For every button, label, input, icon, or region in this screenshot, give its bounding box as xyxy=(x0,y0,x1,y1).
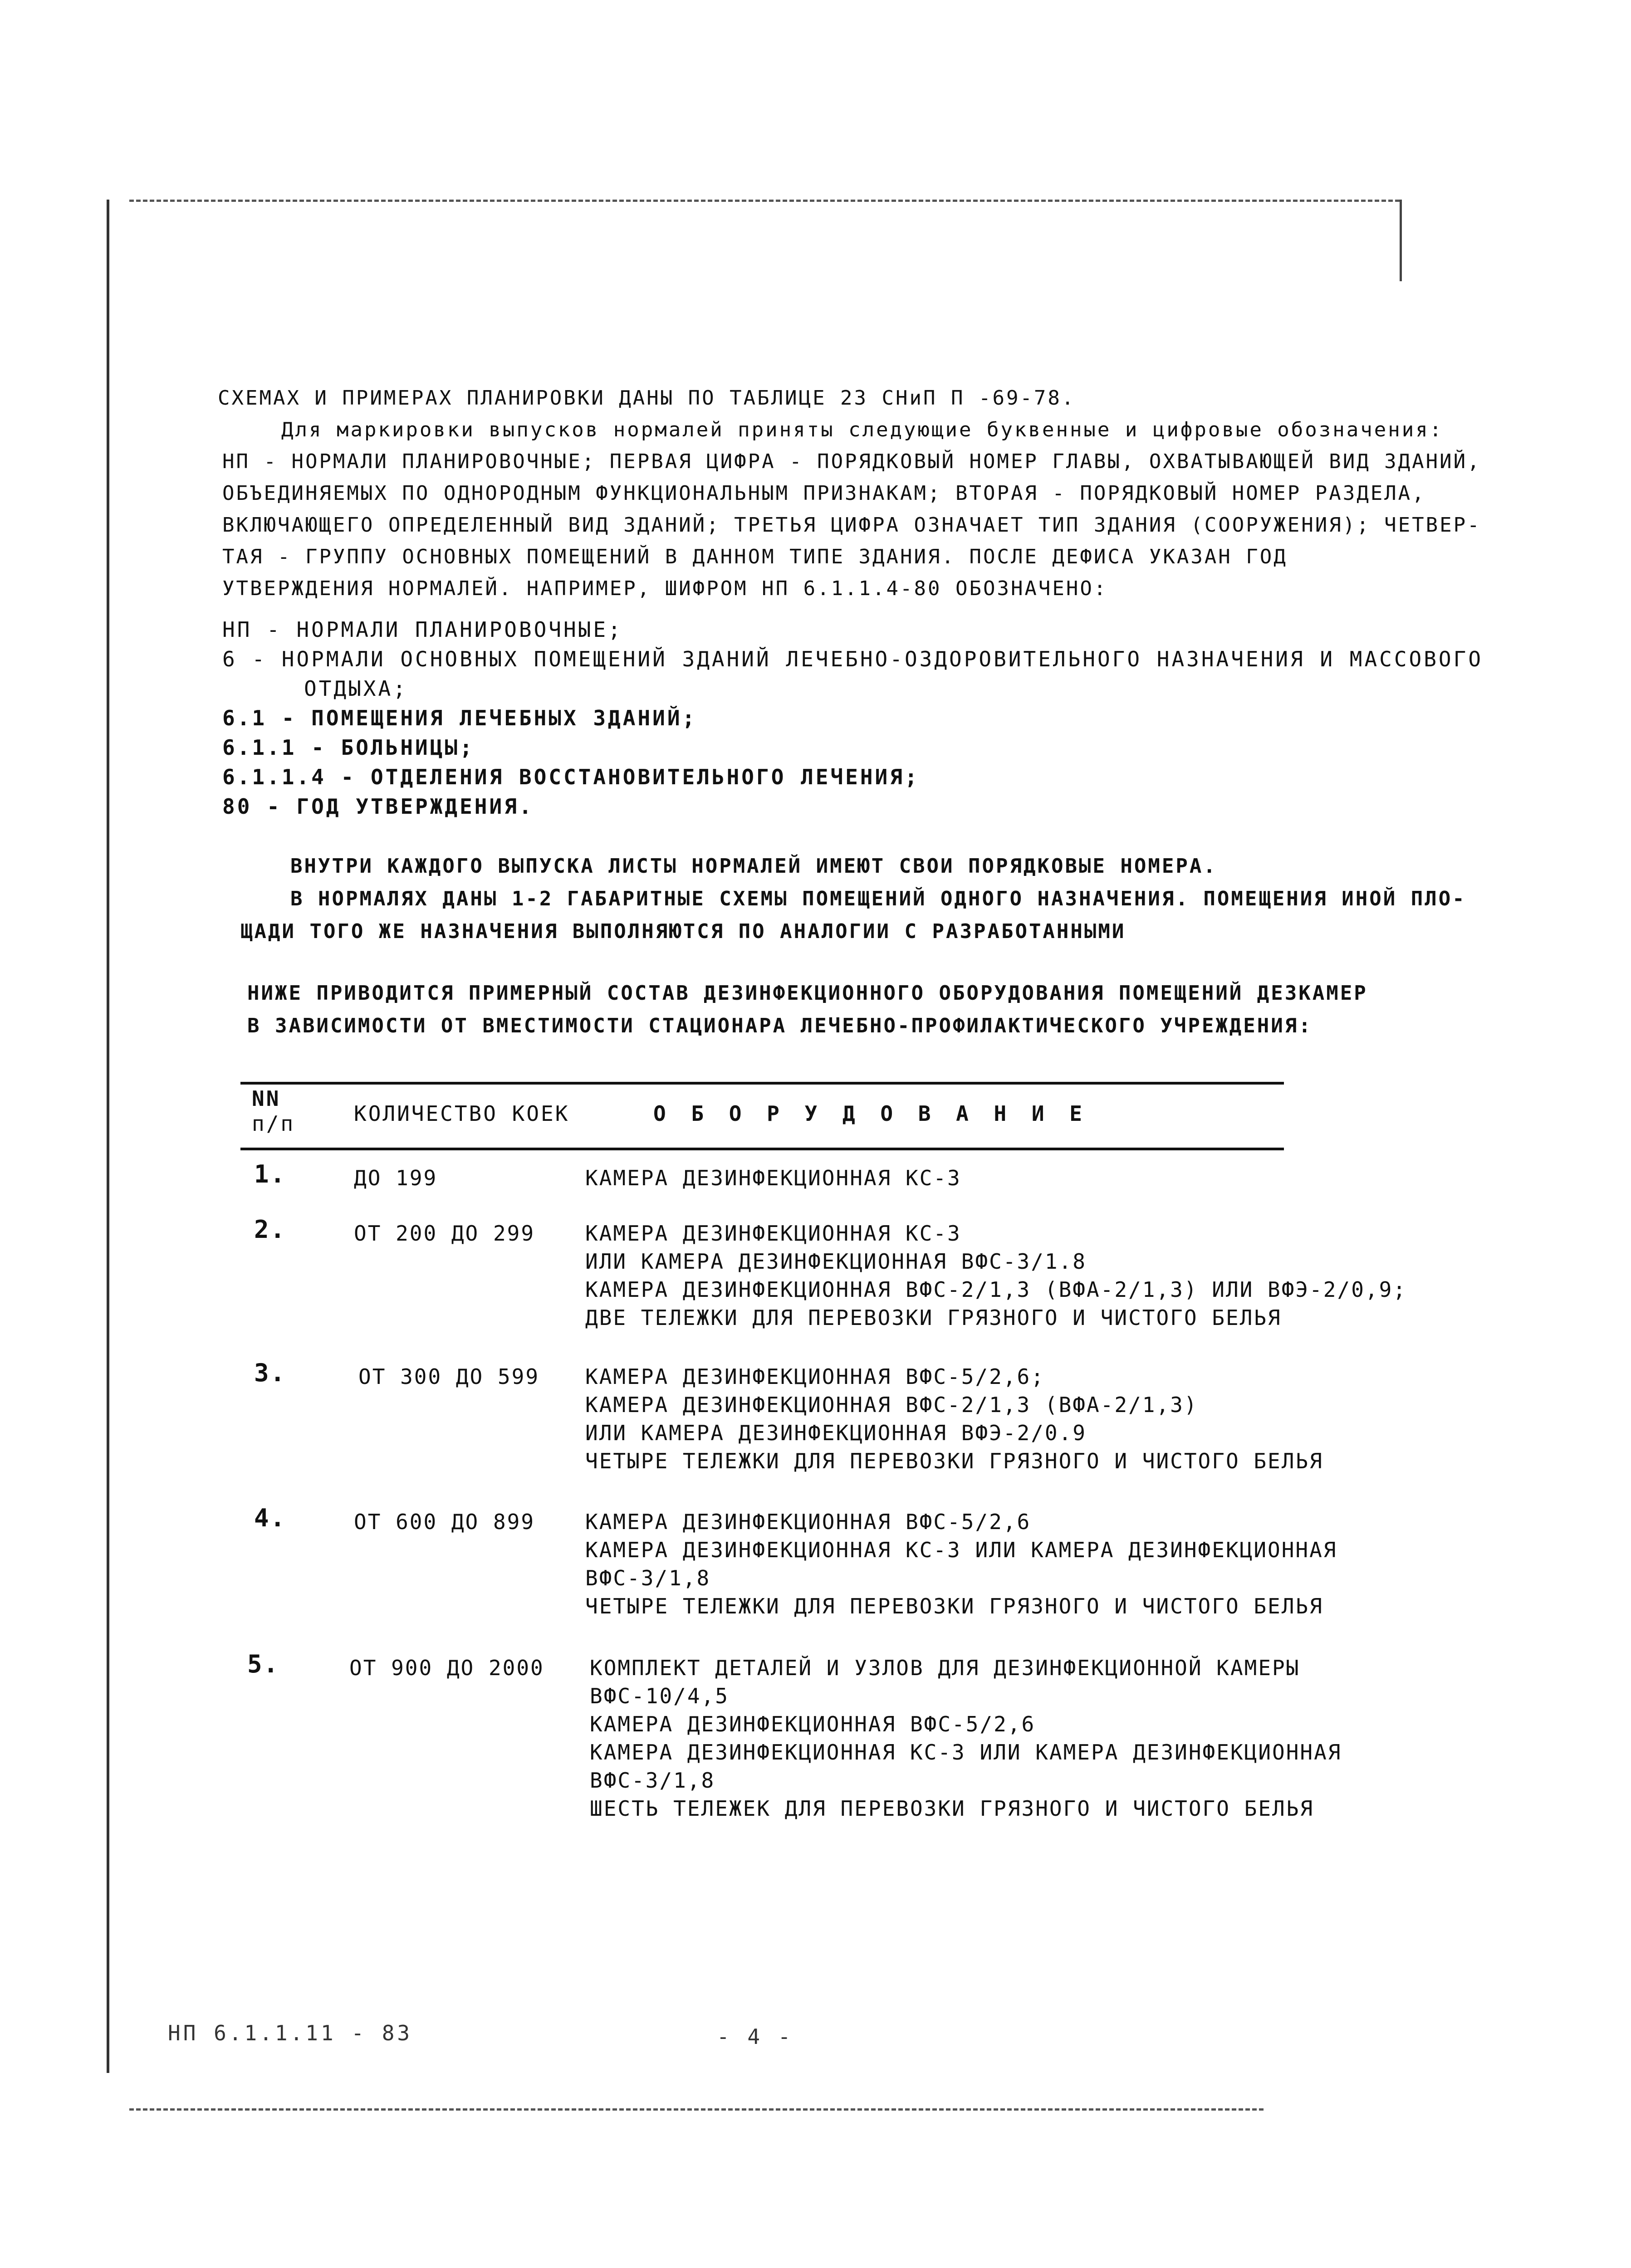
header-beds: КОЛИЧЕСТВО КОЕК xyxy=(354,1101,570,1126)
row-equipment: ВФС-10/4,5 xyxy=(590,1684,729,1708)
row-equipment: ДВЕ ТЕЛЕЖКИ ДЛЯ ПЕРЕВОЗКИ ГРЯЗНОГО И ЧИСТОГО БЕЛЬЯ xyxy=(585,1305,1282,1330)
header-num-top: NN xyxy=(252,1086,281,1111)
document-code: НП 6.1.1.11 - 83 xyxy=(168,2021,413,2045)
row-equipment: ИЛИ КАМЕРА ДЕЗИНФЕКЦИОННАЯ ВФЭ-2/0.9 xyxy=(585,1421,1087,1445)
row-equipment: КОМПЛЕКТ ДЕТАЛЕЙ И УЗЛОВ ДЛЯ ДЕЗИНФЕКЦИОННОЙ КАМЕРЫ xyxy=(590,1656,1300,1680)
code-item: 6 - НОРМАЛИ ОСНОВНЫХ ПОМЕЩЕНИЙ ЗДАНИЙ ЛЕЧЕБНО-ОЗДОРОВИТЕЛЬНОГО НАЗНАЧЕНИЯ И МАССОВОГО xyxy=(222,647,1484,671)
row-equipment: КАМЕРА ДЕЗИНФЕКЦИОННАЯ ВФС-5/2,6 xyxy=(590,1712,1036,1736)
row-beds: ОТ 300 ДО 599 xyxy=(358,1364,540,1389)
row-equipment: КАМЕРА ДЕЗИНФЕКЦИОННАЯ ВФС-5/2,6 xyxy=(585,1510,1031,1534)
table-intro: В ЗАВИСИМОСТИ ОТ ВМЕСТИМОСТИ СТАЦИОНАРА ЛЕЧЕБНО-ПРОФИЛАКТИЧЕСКОГО УЧРЕЖДЕНИЯ: xyxy=(247,1014,1313,1037)
header-num-bottom: п/п xyxy=(252,1111,295,1136)
row-equipment: КАМЕРА ДЕЗИНФЕКЦИОННАЯ КС-3 ИЛИ КАМЕРА ДЕЗИНФЕКЦИОННАЯ xyxy=(585,1538,1337,1562)
table-intro: НИЖЕ ПРИВОДИТСЯ ПРИМЕРНЫЙ СОСТАВ ДЕЗИНФЕКЦИОННОГО ОБОРУДОВАНИЯ ПОМЕЩЕНИЙ ДЕЗКАМЕР xyxy=(247,982,1368,1005)
table-header-rule xyxy=(240,1148,1284,1150)
paragraph-line: УТВЕРЖДЕНИЯ НОРМАЛЕЙ. НАПРИМЕР, ШИФРОМ НП 6.1.1.4-80 ОБОЗНАЧЕНО: xyxy=(222,577,1108,600)
code-item: ОТДЫХА; xyxy=(304,676,408,701)
row-equipment: КАМЕРА ДЕЗИНФЕКЦИОННАЯ КС-3 xyxy=(585,1166,961,1190)
paragraph-line: ТАЯ - ГРУППУ ОСНОВНЫХ ПОМЕЩЕНИЙ В ДАННОМ ТИПЕ ЗДАНИЯ. ПОСЛЕ ДЕФИСА УКАЗАН ГОД xyxy=(222,545,1288,568)
code-item: 80 - ГОД УТВЕРЖДЕНИЯ. xyxy=(222,794,534,819)
table-top-rule xyxy=(240,1082,1284,1085)
row-number: 5. xyxy=(247,1650,280,1678)
paragraph-line: ОБЪЕДИНЯЕМЫХ ПО ОДНОРОДНЫМ ФУНКЦИОНАЛЬНЫМ ПРИЗНАКАМ; ВТОРАЯ - ПОРЯДКОВЫЙ НОМЕР РАЗДЕЛА, xyxy=(222,482,1426,505)
code-item: 6.1.1.4 - ОТДЕЛЕНИЯ ВОССТАНОВИТЕЛЬНОГО ЛЕЧЕНИЯ; xyxy=(222,765,920,789)
header-equipment: О Б О Р У Д О В А Н И Е xyxy=(653,1101,1088,1126)
row-beds: ОТ 200 ДО 299 xyxy=(354,1221,535,1246)
paragraph-line: СХЕМАХ И ПРИМЕРАХ ПЛАНИРОВКИ ДАНЫ ПО ТАБЛИЦЕ 23 СНиП П -69-78. xyxy=(218,386,1076,410)
row-equipment: КАМЕРА ДЕЗИНФЕКЦИОННАЯ КС-3 xyxy=(585,1221,961,1246)
code-item: 6.1 - ПОМЕЩЕНИЯ ЛЕЧЕБНЫХ ЗДАНИЙ; xyxy=(222,706,697,730)
frame-top-border xyxy=(129,200,1400,202)
row-equipment: ВФС-3/1,8 xyxy=(585,1566,711,1590)
code-item: НП - НОРМАЛИ ПЛАНИРОВОЧНЫЕ; xyxy=(222,617,623,642)
paragraph-line: ВКЛЮЧАЮЩЕГО ОПРЕДЕЛЕННЫЙ ВИД ЗДАНИЙ; ТРЕТЬЯ ЦИФРА ОЗНАЧАЕТ ТИП ЗДАНИЯ (СООРУЖЕНИЯ); ЧЕТВЕР- xyxy=(222,513,1481,537)
note-line: ЩАДИ ТОГО ЖЕ НАЗНАЧЕНИЯ ВЫПОЛНЯЮТСЯ ПО АНАЛОГИИ С РАЗРАБОТАННЫМИ xyxy=(240,920,1126,943)
row-equipment: ЧЕТЫРЕ ТЕЛЕЖКИ ДЛЯ ПЕРЕВОЗКИ ГРЯЗНОГО И ЧИСТОГО БЕЛЬЯ xyxy=(585,1594,1323,1618)
frame-bottom-border xyxy=(129,2108,1264,2111)
frame-left-border xyxy=(107,200,109,2073)
paragraph-line: Для маркировки выпусков нормалей приняты следующие буквенные и цифровые обозначения: xyxy=(281,418,1444,441)
row-beds: ДО 199 xyxy=(354,1166,438,1190)
code-item: 6.1.1 - БОЛЬНИЦЫ; xyxy=(222,735,475,760)
row-equipment: ШЕСТЬ ТЕЛЕЖЕК ДЛЯ ПЕРЕВОЗКИ ГРЯЗНОГО И ЧИСТОГО БЕЛЬЯ xyxy=(590,1796,1314,1821)
note-line: ВНУТРИ КАЖДОГО ВЫПУСКА ЛИСТЫ НОРМАЛЕЙ ИМЕЮТ СВОИ ПОРЯДКОВЫЕ НОМЕРА. xyxy=(290,855,1217,878)
row-number: 2. xyxy=(254,1215,287,1244)
paragraph-line: НП - НОРМАЛИ ПЛАНИРОВОЧНЫЕ; ПЕРВАЯ ЦИФРА - ПОРЯДКОВЫЙ НОМЕР ГЛАВЫ, ОХВАТЫВАЮЩЕЙ ВИД ЗДАНИЙ, xyxy=(222,450,1481,473)
row-equipment: ЧЕТЫРЕ ТЕЛЕЖКИ ДЛЯ ПЕРЕВОЗКИ ГРЯЗНОГО И ЧИСТОГО БЕЛЬЯ xyxy=(585,1449,1323,1473)
row-beds: ОТ 900 ДО 2000 xyxy=(349,1656,544,1680)
row-equipment: ВФС-3/1,8 xyxy=(590,1768,715,1793)
row-equipment: КАМЕРА ДЕЗИНФЕКЦИОННАЯ ВФС-2/1,3 (ВФА-2/1,3) ИЛИ ВФЭ-2/0,9; xyxy=(585,1277,1407,1302)
row-equipment: КАМЕРА ДЕЗИНФЕКЦИОННАЯ КС-3 ИЛИ КАМЕРА ДЕЗИНФЕКЦИОННАЯ xyxy=(590,1740,1342,1765)
row-equipment: КАМЕРА ДЕЗИНФЕКЦИОННАЯ ВФС-5/2,6; xyxy=(585,1364,1045,1389)
frame-right-border xyxy=(1400,200,1402,281)
row-number: 1. xyxy=(254,1160,287,1188)
row-number: 3. xyxy=(254,1359,287,1387)
row-equipment: КАМЕРА ДЕЗИНФЕКЦИОННАЯ ВФС-2/1,3 (ВФА-2/1,3) xyxy=(585,1393,1198,1417)
row-beds: ОТ 600 ДО 899 xyxy=(354,1510,535,1534)
page-number: - 4 - xyxy=(717,2024,793,2049)
row-number: 4. xyxy=(254,1504,287,1532)
row-equipment: ИЛИ КАМЕРА ДЕЗИНФЕКЦИОННАЯ ВФС-3/1.8 xyxy=(585,1249,1087,1274)
note-line: В НОРМАЛЯХ ДАНЫ 1-2 ГАБАРИТНЫЕ СХЕМЫ ПОМЕЩЕНИЙ ОДНОГО НАЗНАЧЕНИЯ. ПОМЕЩЕНИЯ ИНОЙ ПЛО- xyxy=(290,887,1466,910)
